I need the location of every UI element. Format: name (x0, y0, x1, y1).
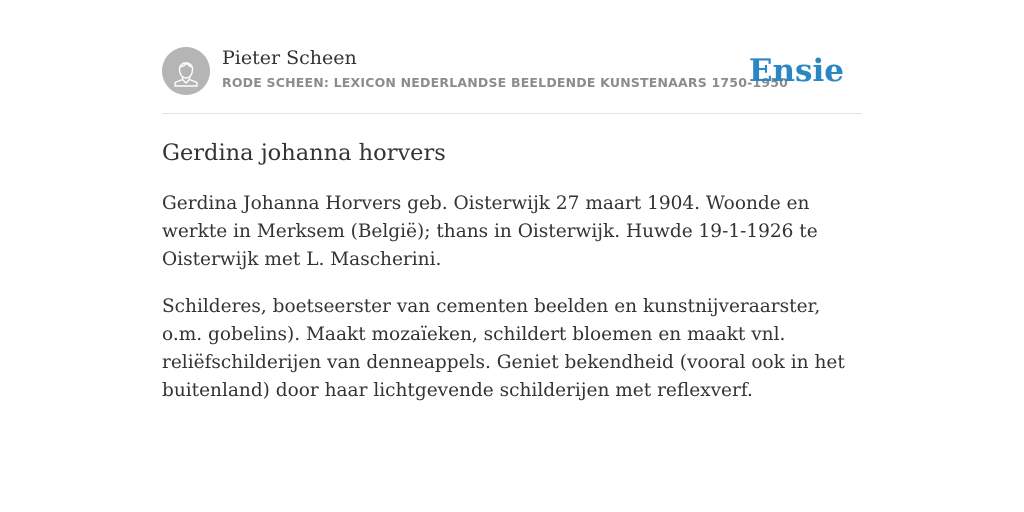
author-avatar (162, 47, 210, 95)
author-name[interactable]: Pieter Scheen (222, 47, 357, 69)
article-title: Gerdina johanna horvers (162, 140, 446, 166)
article-header (162, 46, 862, 96)
article-paragraph: Schilderes, boetseerster van cementen beelden en kunstnijveraarster, o.m. gobelins). Maakt mozaïeken, schildert bloemen en maakt vnl. reliëfschilderijen van denneappels. Geniet bekendheid (vooral ook in het buitenland) door haar lichtgevende schilderijen met reflexverf. (162, 296, 845, 401)
ensie-logo[interactable]: Ensie (748, 53, 844, 89)
user-silhouette-icon (162, 47, 210, 95)
header-divider (162, 113, 862, 114)
article-body (162, 190, 862, 424)
source-title[interactable]: RODE SCHEEN: LEXICON NEDERLANDSE BEELDENDE KUNSTENAARS 1750-1950 (222, 75, 789, 90)
article-paragraph: Gerdina Johanna Horvers geb. Oisterwijk 27 maart 1904. Woonde en werkte in Merksem (België); thans in Oisterwijk. Huwde 19-1-1926 te Oisterwijk met L. Mascherini. (162, 193, 818, 270)
